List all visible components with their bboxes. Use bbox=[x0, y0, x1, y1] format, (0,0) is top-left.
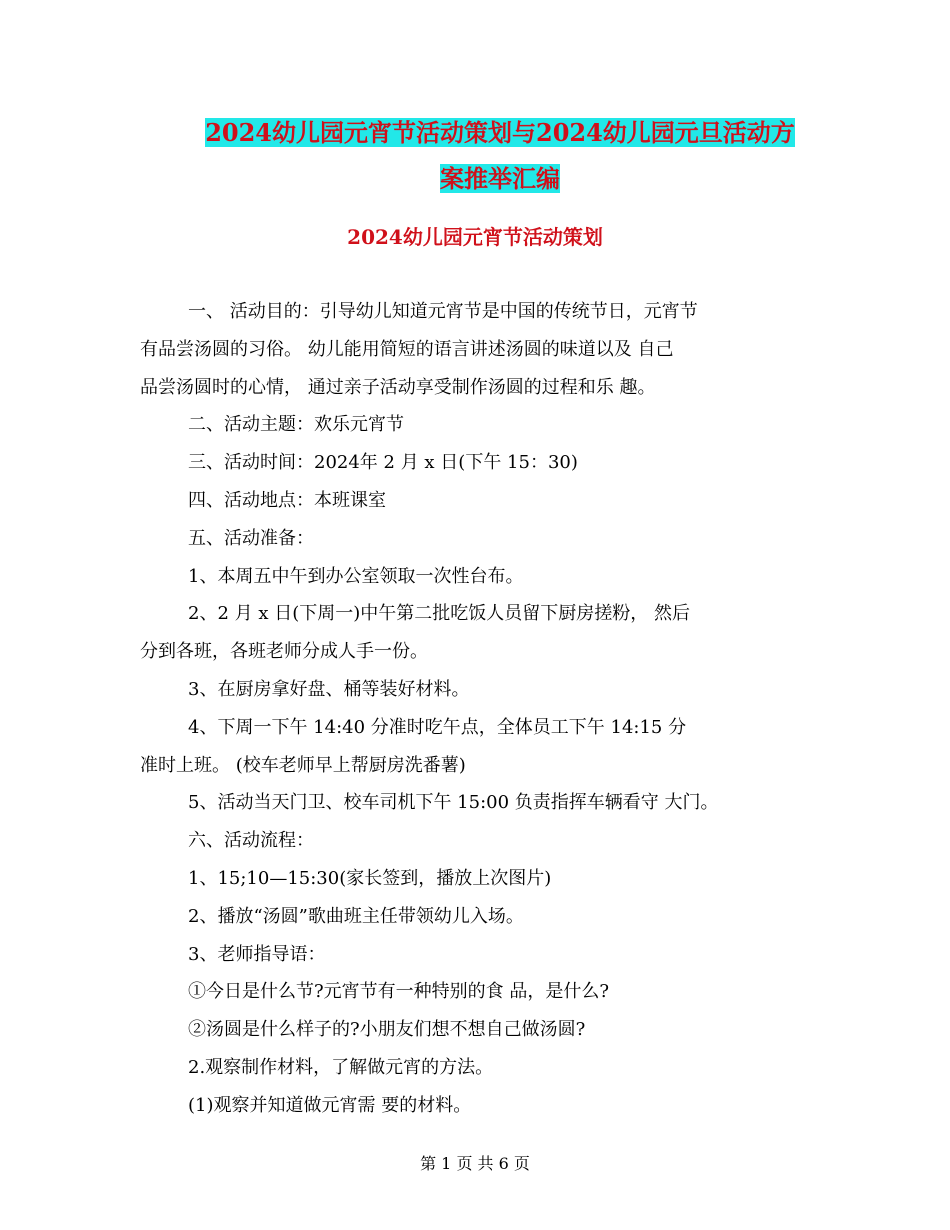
paragraph-line: ②汤圆是什么样子的?小朋友们想不想自己做汤圆? bbox=[188, 1019, 586, 1041]
paragraph-line: 有品尝汤圆的习俗。 幼儿能用简短的语言讲述汤圆的味道以及 自己 bbox=[140, 338, 674, 360]
page-footer: 第 1 页 共 6 页 bbox=[420, 1154, 530, 1173]
paragraph-line: 四、活动地点：本班课室 bbox=[188, 489, 386, 511]
paragraph-line: 5、活动当天门卫、校车司机下午 15:00 负责指挥车辆看守 大门。 bbox=[188, 792, 719, 814]
title-line-2: 案推举汇编 bbox=[440, 164, 560, 193]
document-body bbox=[140, 293, 820, 1125]
paragraph-line: 品尝汤圆时的心情， 通过亲子活动享受制作汤圆的过程和乐 趣。 bbox=[140, 376, 656, 398]
paragraph-line: 一、 活动目的：引导幼儿知道元宵节是中国的传统节日，元宵节 bbox=[188, 301, 698, 322]
paragraph-line: (1)观察并知道做元宵需 要的材料。 bbox=[188, 1094, 472, 1116]
paragraph-line: 1、15;10—15:30(家长签到，播放上次图片) bbox=[188, 867, 552, 889]
paragraph-line: 分到各班，各班老师分成人手一份。 bbox=[140, 641, 428, 663]
paragraph-line: 2、2 月 x 日(下周一)中午第二批吃饭人员留下厨房搓粉， 然后 bbox=[188, 603, 690, 625]
paragraph-line: 六、活动流程： bbox=[188, 830, 314, 852]
paragraph-line: 4、下周一下午 14:40 分准时吃午点，全体员工下午 14:15 分 bbox=[188, 716, 687, 738]
paragraph-line: 1、本周五中午到办公室领取一次性台布。 bbox=[188, 565, 524, 587]
paragraph-line: 3、在厨房拿好盘、桶等装好材料。 bbox=[188, 678, 470, 700]
paragraph-line: 2、播放“汤圆”歌曲班主任带领幼儿入场。 bbox=[188, 905, 524, 927]
document-title bbox=[130, 110, 870, 202]
paragraph-line: 五、活动准备： bbox=[188, 527, 314, 549]
paragraph-line: 2.观察制作材料，了解做元宵的方法。 bbox=[188, 1056, 494, 1078]
paragraph-line: 二、活动主题：欢乐元宵节 bbox=[188, 414, 404, 436]
paragraph-line: 三、活动时间：2024年 2 月 x 日(下午 15：30) bbox=[188, 452, 578, 474]
paragraph-line: ①今日是什么节?元宵节有一种特别的食 品，是什么? bbox=[188, 981, 610, 1003]
paragraph-line: 3、老师指导语： bbox=[188, 943, 326, 965]
title-line-1: 2024幼儿园元宵节活动策划与2024幼儿园元旦活动方 bbox=[205, 118, 795, 147]
paragraph-line: 准时上班。 (校车老师早上帮厨房洗番薯) bbox=[140, 754, 466, 776]
section-title: 2024幼儿园元宵节活动策划 bbox=[347, 225, 603, 249]
